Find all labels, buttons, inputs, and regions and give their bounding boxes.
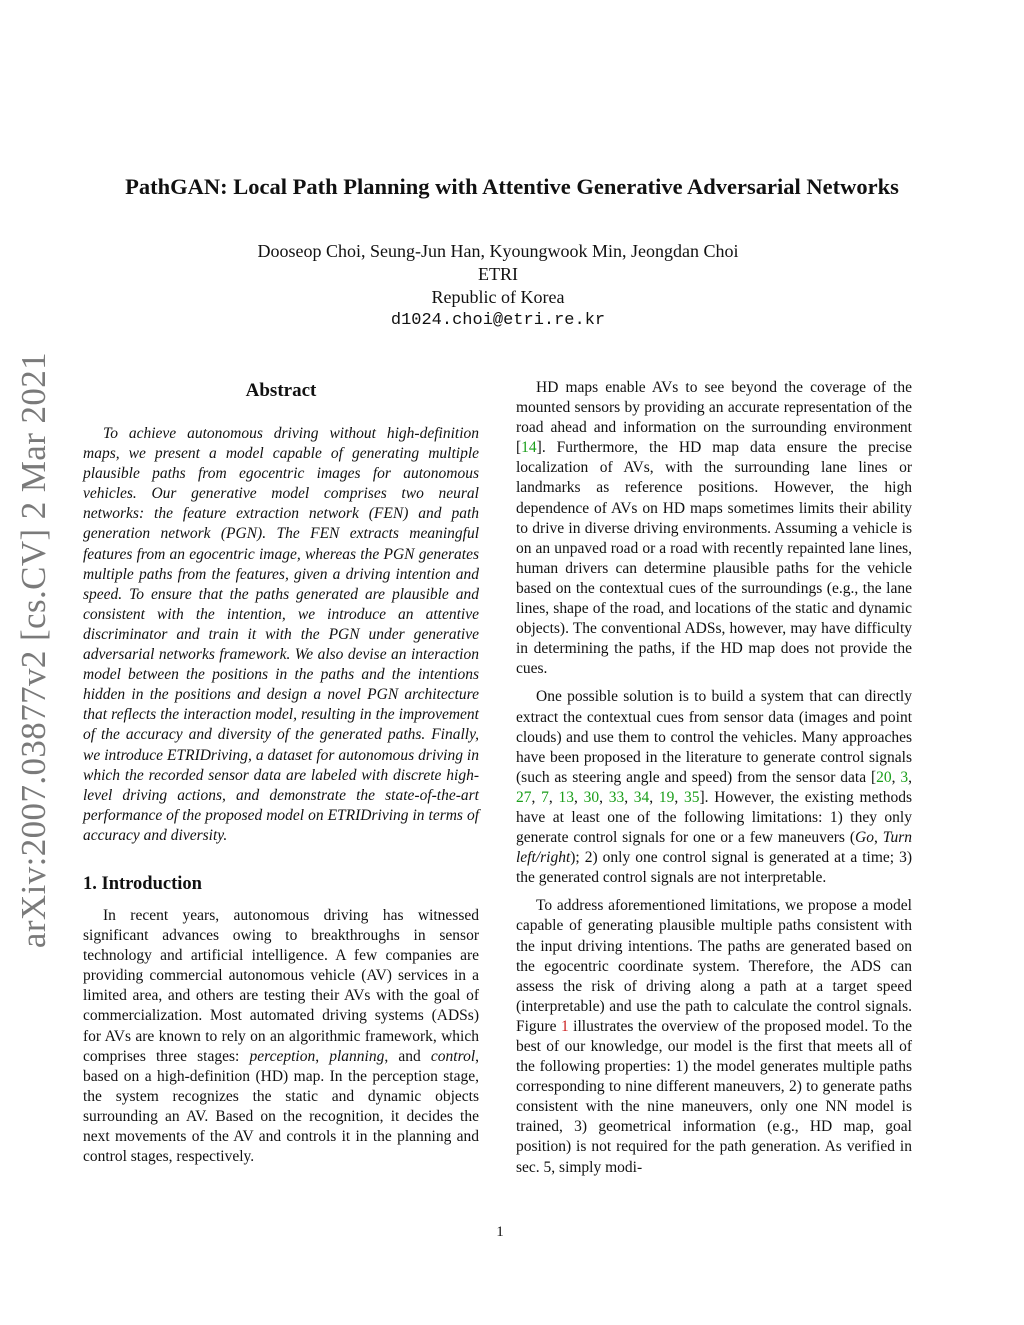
country: Republic of Korea [431,287,565,307]
citation-link[interactable]: 34 [633,788,650,806]
citation-link[interactable]: 20 [876,768,892,786]
right-paragraph-1: HD maps enable AVs to see beyond the coverage of the mounted sensors by providing an accurate representation of the road ahead and information on the surrounding environment [14]. Furthermore, the HD map data ensure the precise localization of AVs, with the surrounding lane lines or landmarks as reference positions. However, the high dependence of AVs on HD maps sometimes limits their ability to drive in diverse driving environments. Assuming a vehicle is on an unpaved road or a road with recently repainted lane lines, human drivers can determine plausible paths for the vehicle based on the contextual cues of the surroundings (e.g., the lane lines, shape of the road, and locations of the static and dynamic objects). The conventional ADSs, however, may have difficulty in determining the paths, if the HD map does not provide the cues. [516,379,912,678]
intro-paragraph-1: In recent years, autonomous driving has witnessed significant advances owing to breakthroughs in sensor technology and artificial intelligence. A few companies are providing commercial autonomous vehicle (AV) services in a limited area, and others are testing their AVs with the goal of commercialization. Most automated driving systems (ADSs) for AVs are known to rely on an algorithmic framework, which comprises three stages: perception, planning, and control, based on a high-definition (HD) map. In the perception stage, the system recognizes the static and dynamic objects surrounding an AV. Based on the recognition, it decides the next movements of the AV and controls it in the planning and control stages, respectively. [83,906,479,1166]
citation-link[interactable]: 30 [583,788,600,806]
citation-link[interactable]: 27 [516,788,532,806]
citation-link[interactable]: 14 [521,439,537,457]
citation-link[interactable]: 35 [684,788,700,806]
page-number: 1 [496,1224,504,1240]
abstract-heading: Abstract [245,380,317,401]
citation-link[interactable]: 3 [900,768,909,786]
citation-link[interactable]: 7 [541,788,549,806]
abstract-text: To achieve autonomous driving without high-definition maps, we present a model capable of generating multiple plausible paths from egocentric images for autonomous vehicles. Our generative model comprises two neural networks: the feature extraction network (FEN) and path generation network (PGN). The FEN extracts meaningful features from an egocentric image, whereas the PGN generates multiple paths from the features, given a driving intention and speed. To ensure that the paths generated are plausible and consistent with the intention, we introduce an attentive discriminator and train it with the PGN under generative adversarial networks framework. We also devise an interaction model between the positions in the paths and the intentions hidden in the positions and design a novel PGN architecture that reflects the interaction model, resulting in the improvement of the accuracy and diversity of the generated paths. Finally, we introduce ETRIDriving, a dataset for autonomous driving in which the recorded sensor data are labeled with discrete high-level driving actions, and demonstrate the state-of-the-art performance of the proposed model on ETRIDriving in terms of accuracy and diversity. [83,425,479,844]
section-heading-introduction: 1. Introduction [83,873,202,894]
author-email[interactable]: d1024.choi@etri.re.kr [390,311,606,330]
author-names: Dooseop Choi, Seung-Jun Han, Kyoungwook Min, Jeongdan Choi [257,241,739,261]
arxiv-stamp-text: arXiv:2007.03877v2 [cs.CV] 2 Mar 2021 [14,351,53,949]
paper-title: PathGAN: Local Path Planning with Attentive Generative Adversarial Networks [125,174,899,199]
citation-link[interactable]: 33 [608,788,625,806]
right-paragraph-3: To address aforementioned limitations, we propose a model capable of generating plausible multiple paths consistent with the input driving intentions. The paths are generated based on the egocentric coordinate system. Therefore, the ADS can assess the risk of driving along a path at a target speed (interpretable) and use the path to calculate the control signals. Figure 1 illustrates the overview of the proposed model. To the best of our knowledge, our model is the first that meets all of the following properties: 1) the model generates multiple paths corresponding to nine different maneuvers, 2) to generate paths consistent with the nine maneuvers, only one NN model is trained, 3) geometrical information (e.g., HD map, goal position) is not required for the path generation. As verified in sec. 5, simply modi- [516,897,912,1176]
right-paragraph-2: One possible solution is to build a system that can directly extract the contextual cues from sensor data (images and point clouds) and use them to control the vehicles. Many approaches have been proposed in the literature to generate control signals (such as steering angle and speed) from the sensor data [20, 3, 27, 7, 13, 30, 33, 34, 19, 35]. However, the existing methods have at least one of the following limitations: 1) they only generate control signals for one or a few maneuvers (Go, Turn left/right); 2) only one control signal is generated at a time; 3) the generated control signals are not interpretable. [516,688,913,887]
citation-link[interactable]: 19 [658,788,675,806]
author-block [60,240,936,332]
figure-reference-link[interactable]: 1 [560,1017,569,1035]
left-column [83,378,479,1167]
affiliation: ETRI [478,264,518,284]
arxiv-stamp [0,351,60,949]
citation-link[interactable]: 13 [558,788,574,806]
citation-list: 20, 3, 27, 7, 13, 30, 33, 34, 19, 35 [516,768,912,806]
right-column [516,378,912,1178]
